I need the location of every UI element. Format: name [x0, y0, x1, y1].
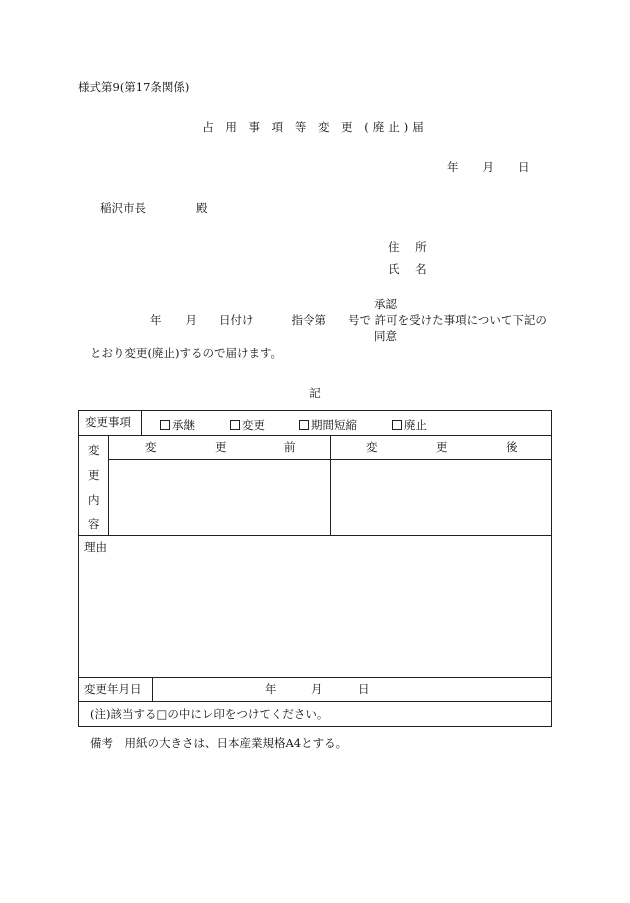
option-succession[interactable]: [160, 417, 195, 433]
date-day: 日: [518, 160, 530, 174]
body-line1-tail: 号で 許可を受けた事項について下記の: [348, 313, 547, 327]
after-header-char: 更: [436, 440, 448, 454]
name-label: 氏 名: [388, 262, 433, 276]
document-title: 占 用 事 項 等 変 更 (廃止)届: [202, 120, 428, 134]
checkbox[interactable]: [230, 420, 240, 430]
checkbox[interactable]: [392, 420, 402, 430]
checkbox[interactable]: [160, 420, 170, 430]
date-month: 月: [482, 160, 494, 174]
contents-label-char: 内: [88, 493, 100, 507]
after-header-char: 変: [366, 440, 378, 454]
body-day-dated: 日付け: [219, 313, 254, 327]
option-label: 承継: [172, 418, 195, 432]
contents-label-char: 変: [88, 443, 100, 457]
approval-option: 承認: [374, 297, 397, 311]
body-year: 年: [150, 313, 162, 327]
body-line-2: とおり変更(廃止)するので届けます。: [90, 346, 283, 360]
change-date-month: 月: [311, 682, 323, 696]
reason-label: 理由: [84, 540, 107, 554]
date-year: 年: [447, 160, 459, 174]
body-month: 月: [185, 313, 197, 327]
option-change[interactable]: [230, 417, 265, 433]
option-term-reduction[interactable]: [299, 417, 357, 433]
after-content-field[interactable]: [332, 461, 550, 534]
before-header-char: 前: [284, 440, 296, 454]
before-header-char: 更: [215, 440, 227, 454]
change-item-label: 変更事項: [85, 415, 131, 429]
option-abolition[interactable]: [392, 417, 427, 433]
option-label: 廃止: [404, 418, 427, 432]
submission-date: [447, 162, 530, 174]
table-note: (注)該当する□の中にレ印をつけてください。: [90, 707, 329, 721]
reason-field[interactable]: [80, 558, 550, 676]
after-header-char: 後: [506, 440, 518, 454]
before-header-char: 変: [145, 440, 157, 454]
before-content-field[interactable]: [110, 461, 329, 534]
change-date-day: 日: [358, 682, 370, 696]
checkbox[interactable]: [299, 420, 309, 430]
address-label: 住 所: [388, 240, 433, 254]
contents-label-char: 容: [88, 517, 100, 531]
addressee-name: 稲沢市長: [100, 201, 146, 215]
option-label: 期間短縮: [311, 418, 357, 432]
option-label: 変更: [242, 418, 265, 432]
body-directive-no: 指令第: [291, 313, 326, 327]
change-date-year: 年: [265, 682, 277, 696]
addressee-honorific: 殿: [196, 201, 208, 215]
remarks: 備考 用紙の大きさは、日本産業規格A4とする。: [90, 736, 348, 750]
form-reference: 様式第9(第17条関係): [78, 80, 190, 94]
change-date-label: 変更年月日: [84, 682, 142, 696]
body-line-1: [150, 315, 547, 327]
contents-label-char: 更: [88, 468, 100, 482]
ki-heading: 記: [309, 386, 321, 400]
consent-option: 同意: [374, 329, 397, 343]
